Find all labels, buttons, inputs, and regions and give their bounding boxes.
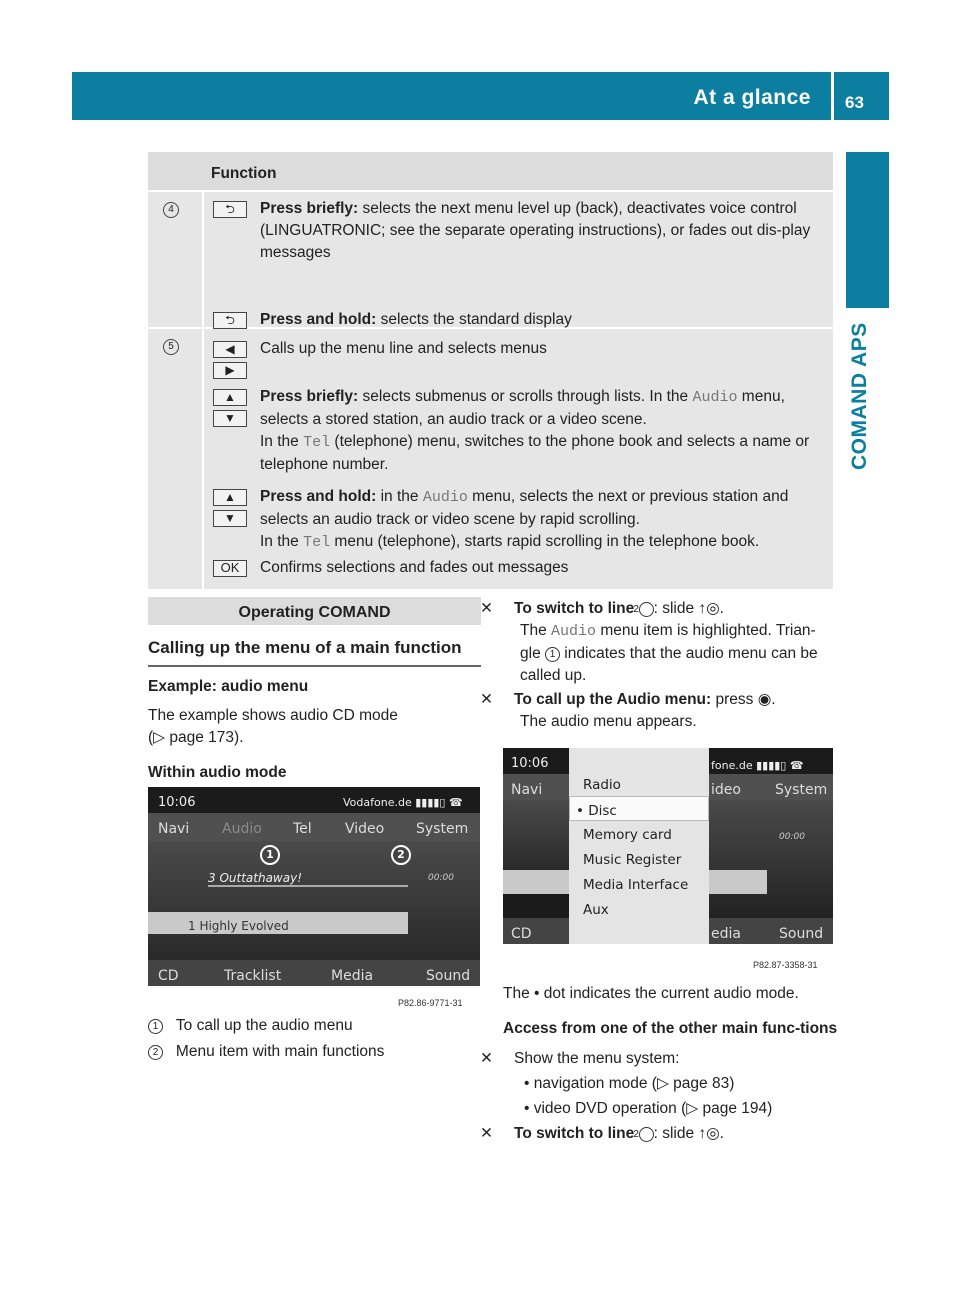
dot-icon: • — [534, 985, 540, 1002]
access-heading: Access from one of the other main func-tions — [503, 1020, 838, 1037]
entry-text: menu (telephone), starts rapid scrolling in the telephone book. — [330, 533, 760, 550]
dropdown-disc[interactable]: • Disc — [569, 796, 709, 821]
table-header — [148, 152, 833, 190]
right-column-top — [480, 598, 835, 733]
audio-mode-screen — [148, 787, 480, 1008]
dropdown-memory-card[interactable]: Memory card — [583, 827, 672, 843]
desc-text: indicates that the audio menu can be called up. — [520, 645, 818, 684]
legend-number: 2 — [148, 1045, 163, 1060]
row-number: 5 — [163, 339, 179, 355]
within-heading: Within audio mode — [148, 764, 287, 781]
entry-text: Confirms selections and fades out messages — [260, 559, 569, 576]
dropdown-media-interface[interactable]: Media Interface — [583, 877, 689, 893]
line-number: 2 — [639, 1127, 654, 1142]
up-arrow-key-icon: ▲ — [213, 389, 247, 406]
step-description: The audio menu appears. — [520, 713, 697, 730]
instruction-step — [480, 598, 835, 620]
dot-explanation — [503, 983, 838, 1005]
menu-navi[interactable]: Navi — [503, 774, 569, 800]
desc-text: The — [520, 622, 552, 639]
instruction-step — [480, 689, 835, 711]
section-bar: Operating COMAND — [148, 597, 481, 625]
screen-content-left — [503, 800, 569, 870]
table-row — [148, 192, 833, 327]
side-label: COMAND APS — [848, 322, 871, 470]
entry-bold: Press and hold: — [260, 311, 377, 328]
menu-cd[interactable]: CD — [158, 968, 179, 984]
dot-text: The — [503, 985, 535, 1002]
menu-name: Audio — [551, 623, 597, 640]
entry-text: In the — [260, 533, 304, 550]
time-code: 00:00 — [428, 873, 454, 883]
left-arrow-key-icon: ◀ — [213, 341, 247, 358]
step-arrow-icon: ✕ — [480, 1050, 493, 1067]
step-arrow-icon: ✕ — [480, 600, 493, 617]
entry-text: Calls up the menu line and selects menus — [260, 340, 547, 357]
dot-text: dot indicates the current audio mode. — [543, 985, 799, 1002]
entry-text: selects the standard display — [376, 311, 572, 328]
menu-system[interactable]: System — [775, 782, 828, 798]
table-entry — [148, 557, 833, 579]
right-bottom-menu — [709, 918, 833, 944]
instruction-step — [480, 1123, 838, 1145]
line-number: 2 — [639, 602, 654, 617]
bullet-text: video DVD operation (▷ page 194) — [533, 1100, 773, 1117]
up-arrow-key-icon: ▲ — [213, 489, 247, 506]
entry-text: menu, selects a stored station, an audio track or a video scene. — [260, 388, 785, 428]
dropdown-radio[interactable]: Radio — [583, 777, 621, 793]
menu-cd[interactable]: CD — [503, 918, 569, 944]
menu-name: Audio — [422, 489, 468, 506]
dropdown-aux[interactable]: Aux — [583, 902, 609, 918]
entry-text: in the — [376, 488, 423, 505]
figure-caption: P82.86-9771-31 — [398, 998, 463, 1008]
left-column — [148, 676, 481, 784]
step-bold: To switch to line — [514, 1125, 635, 1142]
menu-system[interactable]: System — [416, 821, 469, 837]
screen-operator: fone.de ▮▮▮▮▯ ☎ — [711, 759, 804, 772]
menu-video[interactable]: Video — [345, 821, 385, 837]
table-entry — [148, 198, 833, 264]
back-key-icon: ⮌ — [213, 201, 247, 218]
menu-video-partial[interactable]: ideo — [711, 782, 741, 798]
back-key-icon: ⮌ — [213, 312, 247, 329]
screen-time: 10:06 — [511, 756, 549, 771]
example-heading: Example: audio menu — [148, 678, 309, 695]
current-track-left — [503, 870, 569, 894]
section-heading: Calling up the menu of a main function — [148, 637, 481, 667]
bottom-menu-bar — [148, 960, 480, 986]
screen-time: 10:06 — [158, 795, 196, 810]
table-entry — [148, 386, 833, 476]
entry-text: menu, selects the next or previous station and selects an audio track or video scene by rapid scrolling. — [260, 488, 789, 528]
dropdown-music-register[interactable]: Music Register — [583, 852, 682, 868]
bullet-item: • video DVD operation (▷ page 194) — [524, 1100, 773, 1117]
menu-audio[interactable]: Audio — [222, 821, 262, 837]
entry-text: selects submenus or scrolls through lists. In the — [358, 388, 693, 405]
table-entry — [148, 338, 833, 377]
table-header-function: Function — [211, 165, 277, 182]
step-text: press ◉. — [711, 691, 776, 708]
key-group — [212, 201, 248, 222]
screen-content-right — [709, 800, 833, 918]
right-top-menu — [709, 774, 833, 800]
down-arrow-key-icon: ▼ — [213, 410, 247, 427]
desc-text: menu item is highlighted. Trian-gle — [520, 622, 816, 662]
row-number: 4 — [163, 202, 179, 218]
legend-item — [148, 1015, 481, 1037]
entry-bold: Press and hold: — [260, 488, 377, 505]
menu-tracklist[interactable]: Tracklist — [224, 968, 282, 984]
step-arrow-icon: ✕ — [480, 1125, 493, 1142]
step-text: Show the menu system: — [514, 1050, 680, 1067]
table-entry — [148, 309, 833, 331]
current-track[interactable]: 1 Highly Evolved — [148, 912, 408, 934]
menu-tel[interactable]: Tel — [293, 821, 312, 837]
step-bold: To switch to line — [514, 600, 635, 617]
status-bar — [148, 787, 480, 813]
audio-menu-screen — [503, 748, 833, 970]
audio-dropdown — [569, 748, 709, 944]
table-entry — [148, 486, 833, 554]
example-text: The example shows audio CD mode — [148, 707, 398, 724]
step-arrow-icon: ✕ — [480, 691, 493, 708]
callout-marker-1: 1 — [260, 845, 280, 865]
menu-media-partial[interactable]: edia — [711, 926, 741, 942]
page-number: 63 — [845, 93, 864, 112]
menu-name: Tel — [303, 434, 331, 451]
menu-navi[interactable]: Navi — [158, 821, 190, 837]
page-header-title: At a glance — [693, 86, 811, 109]
right-arrow-key-icon: ▶ — [213, 362, 247, 379]
table-row — [148, 329, 833, 589]
key-group — [212, 489, 248, 531]
progress-bar — [208, 885, 408, 887]
step-bold: To call up the Audio menu: — [514, 691, 712, 708]
legend-text: To call up the audio menu — [175, 1017, 353, 1034]
header-divider — [831, 72, 834, 120]
main-menu-bar — [148, 813, 480, 841]
entry-text: (telephone) menu, switches to the phone book and selects a name or telephone number. — [260, 433, 810, 473]
key-group — [212, 341, 248, 383]
function-table — [148, 152, 833, 591]
bullet-item: • navigation mode (▷ page 83) — [524, 1075, 735, 1092]
legend — [148, 1015, 481, 1063]
entry-text: In the — [260, 433, 304, 450]
callout-marker-2: 2 — [391, 845, 411, 865]
entry-bold: Press briefly: — [260, 200, 359, 217]
page-reference: (▷ page 173). — [148, 729, 244, 746]
step-text: : slide ↑◎. — [653, 1125, 724, 1142]
step-description — [500, 620, 835, 687]
down-arrow-key-icon: ▼ — [213, 510, 247, 527]
ok-key-icon: OK — [213, 560, 247, 577]
current-track-right — [709, 870, 767, 894]
instruction-step — [480, 1048, 838, 1070]
legend-text: Menu item with main functions — [175, 1043, 385, 1060]
triangle-number: 1 — [545, 647, 560, 662]
key-group — [212, 560, 248, 581]
bullet-text: navigation mode (▷ page 83) — [533, 1075, 735, 1092]
menu-sound[interactable]: Sound — [779, 926, 824, 942]
legend-number: 1 — [148, 1019, 163, 1034]
track-title: 3 Outtathaway! — [208, 871, 303, 885]
page-header — [72, 72, 889, 120]
time-code: 00:00 — [779, 832, 805, 842]
menu-sound[interactable]: Sound — [426, 968, 471, 984]
step-text: : slide ↑◎. — [653, 600, 724, 617]
right-column-bottom — [480, 983, 838, 1145]
menu-name: Tel — [303, 534, 331, 551]
entry-text: selects the next menu level up (back), deactivates voice control (LINGUATRONIC; see the separate operating instructions), or fades out dis-play messages — [260, 200, 811, 261]
screen-operator: Vodafone.de ▮▮▮▮▯ ☎ — [343, 796, 463, 809]
figure-caption: P82.87-3358-31 — [753, 960, 818, 970]
entry-bold: Press briefly: — [260, 388, 359, 405]
key-group — [212, 389, 248, 431]
menu-media[interactable]: Media — [331, 968, 374, 984]
menu-name: Audio — [692, 389, 738, 406]
legend-item — [148, 1041, 481, 1063]
